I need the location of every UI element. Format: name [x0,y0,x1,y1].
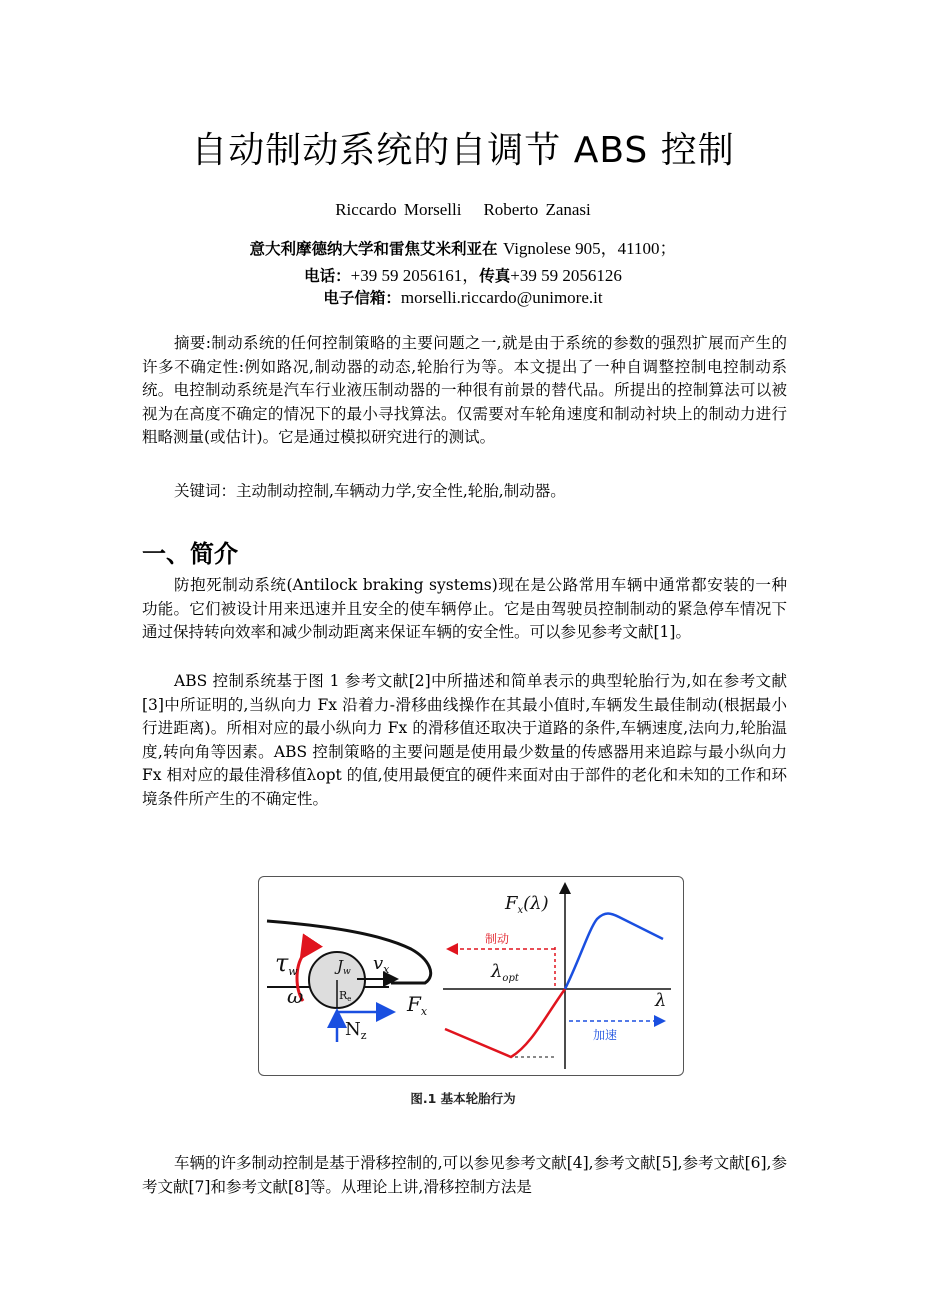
figure-caption: 图.1 基本轮胎行为 [410,1091,516,1106]
radius-label: Re [339,989,352,1003]
affiliation-cn: 意大利摩德纳大学和雷焦艾米利亚在 [249,240,498,258]
phone-label: 电话： [304,267,351,285]
force-label: $F_x$ [407,992,428,1018]
force-curve-braking [445,989,565,1057]
affiliation-line-2 [0,261,926,286]
omega-label: ω [287,984,304,1008]
accel-label: 加速 [593,1028,618,1042]
author-2: Roberto Zanasi [483,200,591,219]
inertia-label: $J_w$ [337,957,351,977]
phone-number: +39 59 2056161， [350,266,480,285]
abstract: 摘要:制动系统的任何控制策略的主要问题之一,就是由于系统的参数的强烈扩展而产生的许多不确定性:例如路况,制动器的动态,轮胎行为等。本文提出了一种自调整控制电控制动系统。电控制动系统是汽车行业液压制动器的一种很有前景的替代品。所提出的控制算法可以被视为在高度不确定的情况下的最小寻找算法。仅需要对车轮角速度和制动衬块上的制动力进行粗略测量(或估计)。它是通过模拟研究进行的测试。 [142,334,787,446]
y-axis-label: $F_x(\lambda)$ [505,893,549,916]
keywords: 关键词：主动制动控制,车辆动力学,安全性,轮胎,制动器。 [174,482,566,500]
x-axis-label: λ [655,990,667,1011]
force-curve-acceleration [565,914,663,990]
affiliation-address: Vignolese 905，41100； [502,239,677,258]
fax-label: 传真 [479,267,511,285]
intro-paragraph-1: 防抱死制动系统(Antilock braking systems)现在是公路常用车辆中通常都安装的一种功能。它们被设计用来迅速并且安全的使车辆停止。它是由驾驶员控制制动的紧急停车情况下通过保持转向效率和减少制动距离来保证车辆的安全性。可以参见参考文献[1]。 [142,576,787,641]
velocity-label: $v_x$ [373,953,390,976]
lambda-opt-label: $\lambda_{opt}$ [491,961,519,984]
author-line [0,200,926,220]
affiliation-line-3 [0,286,926,308]
author-1: Riccardo Morselli [335,200,462,219]
tire-behavior-diagram [259,877,683,1075]
intro-paragraph-2: ABS 控制系统基于图 1 参考文献[2]中所描述和简单表示的典型轮胎行为,如在参考文献[3]中所证明的,当纵向力 Fx 沿着力-滑移曲线操作在其最小值时,车辆发生最佳制动(根据最小行进距离)。所相对应的最小纵向力 Fx 的滑移值还取决于道路的条件,车辆速度,法向力,轮胎温度,转向角等因素。ABS 控制策略的主要问题是使用最少数量的传感器用来追踪与最小纵向力 Fx 相对应的最佳滑移值λopt 的值,使用最便宜的硬件来面对由于部件的老化和未知的工作和环境条件所产生的不确定性。 [142,672,787,808]
page-title: 自动制动系统的自调节 ABS 控制 [191,130,735,171]
braking-label: 制动 [485,932,510,946]
affiliation-line-1 [0,234,926,259]
section-heading-intro: 一、简介 [142,540,238,568]
figure-1 [258,876,684,1076]
closing-paragraph: 车辆的许多制动控制是基于滑移控制的,可以参见参考文献[4],参考文献[5],参考文献[6],参考文献[7]和参考文献[8]等。从理论上讲,滑移控制方法是 [142,1154,787,1196]
tau-label: τw [275,949,298,978]
email-label: 电子信箱： [323,289,401,307]
fax-number: +39 59 2056126 [510,266,622,285]
normal-force-label: $N_z$ [345,1019,367,1042]
email-address: morselli.riccardo@unimore.it [400,288,603,307]
